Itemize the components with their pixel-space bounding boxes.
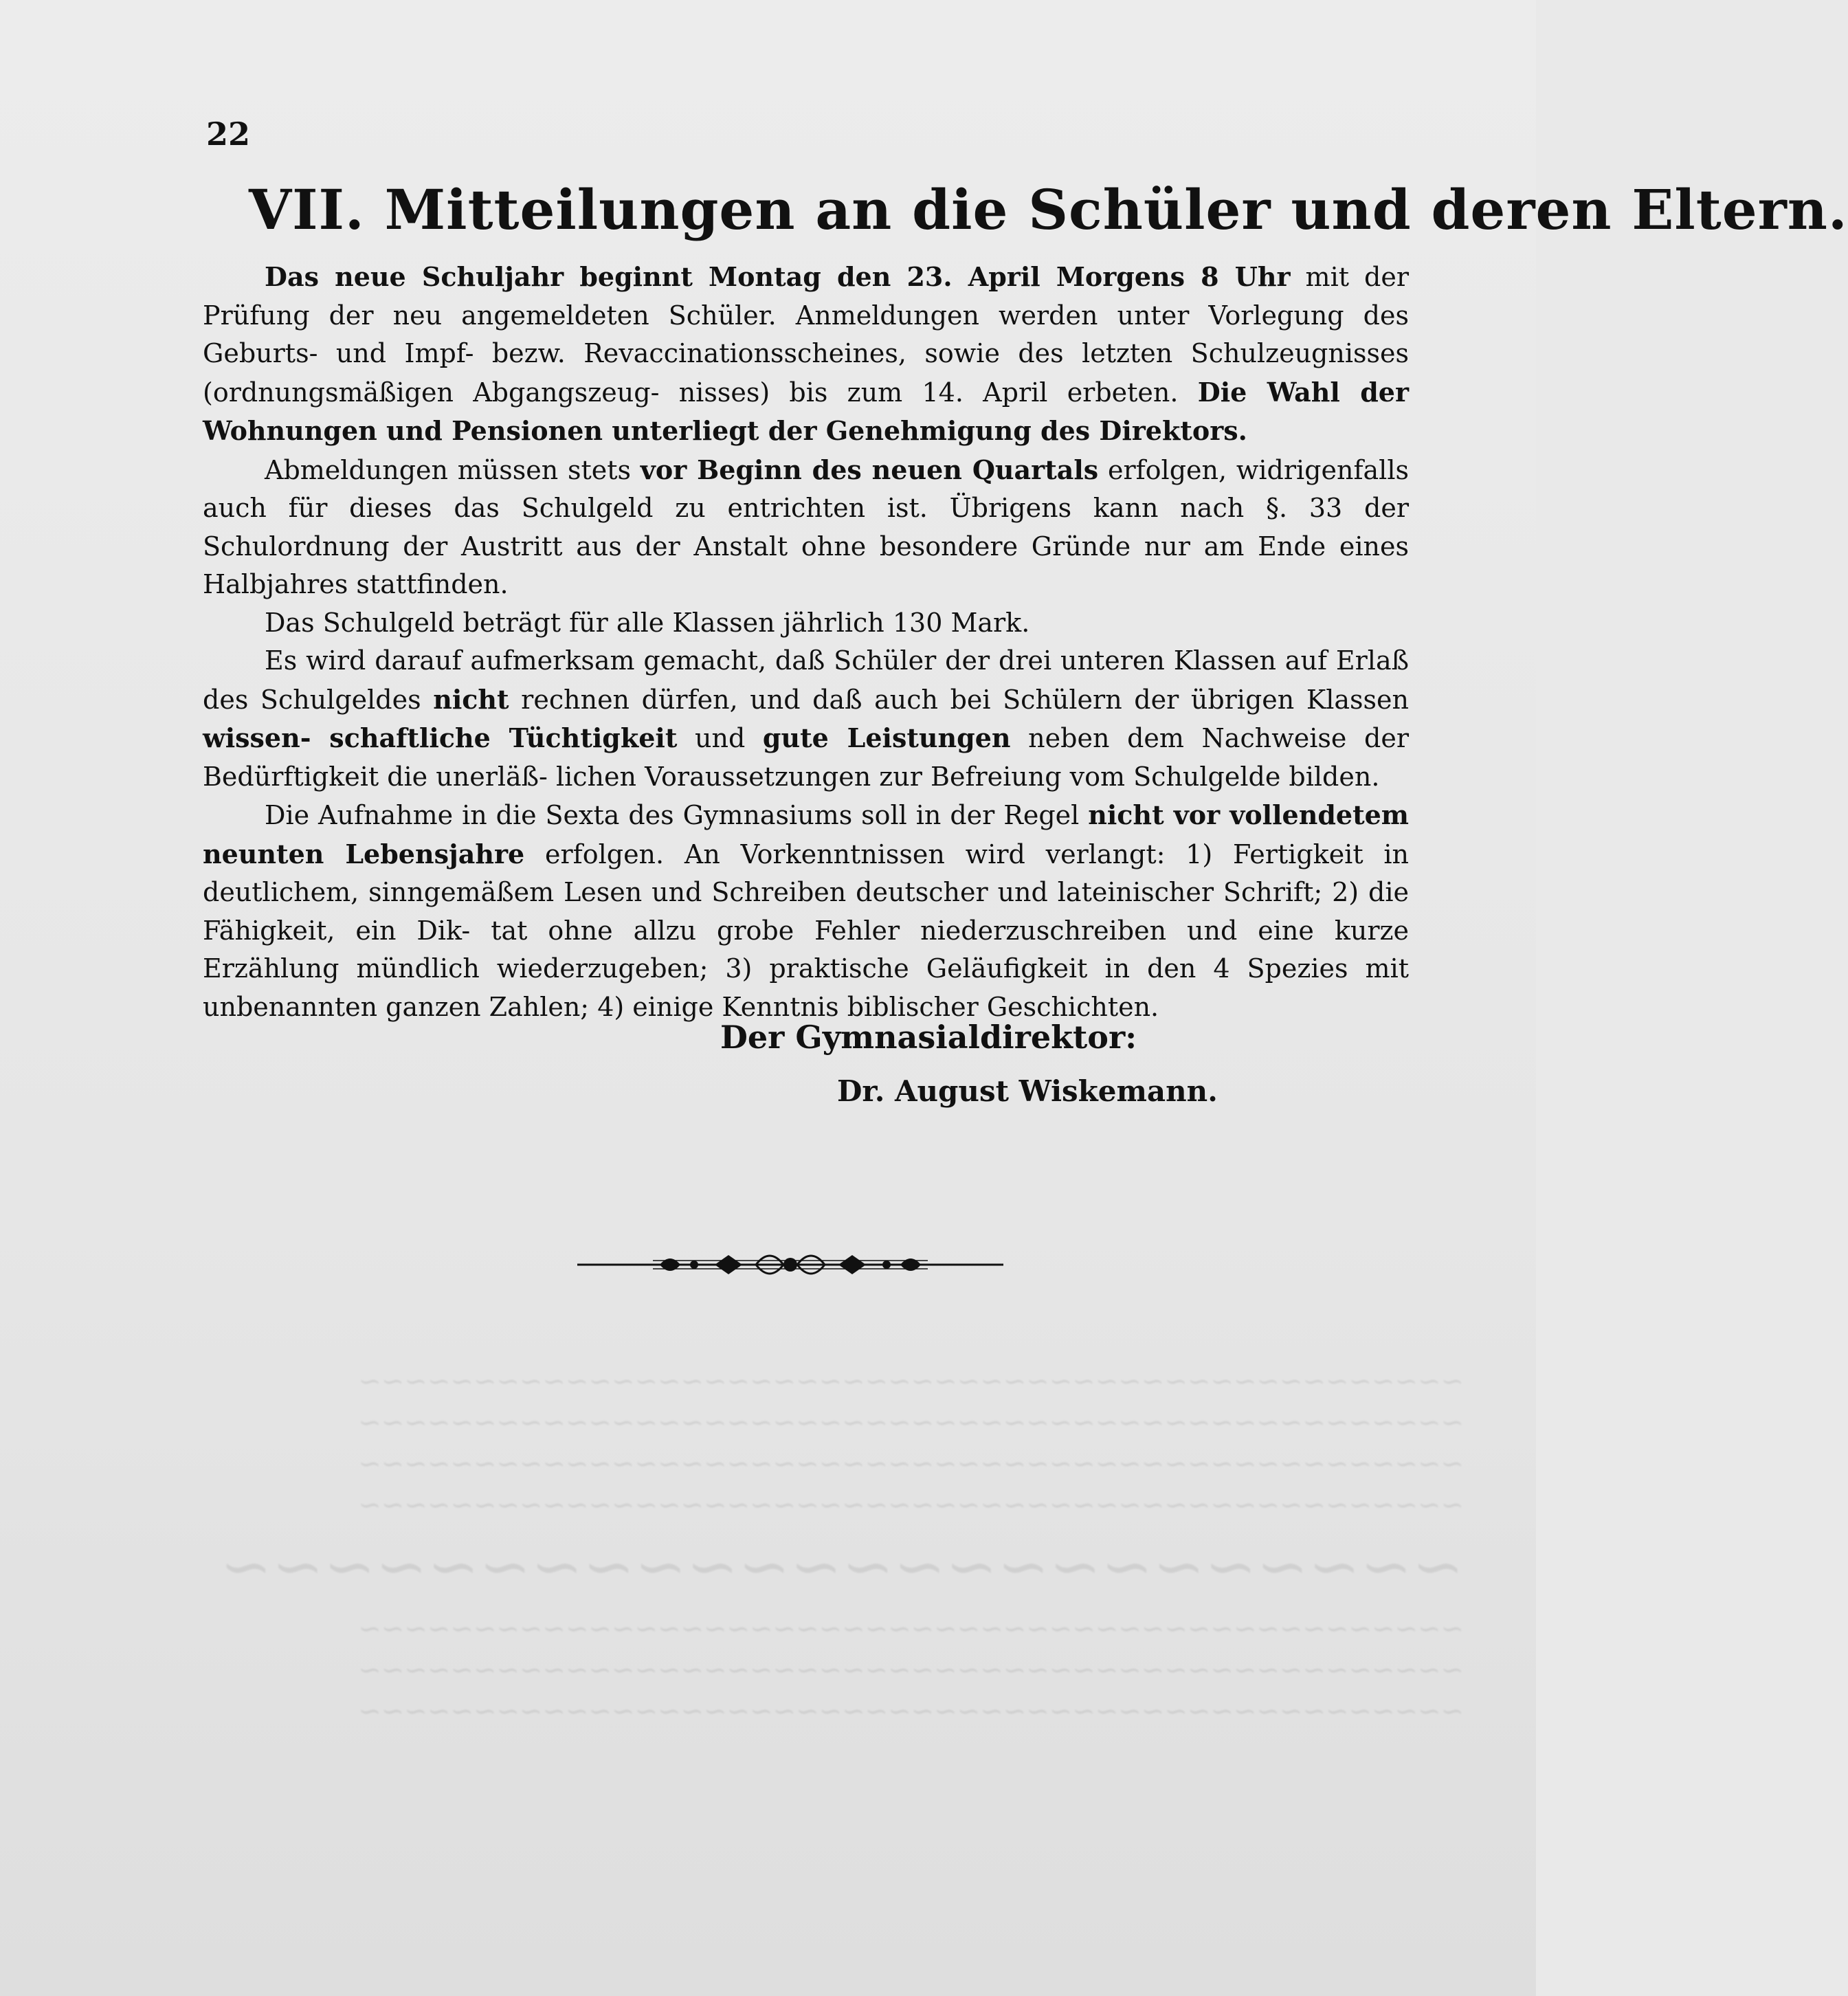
text-run: Die Aufnahme in die Sexta des Gymnasiums soll in der Regel xyxy=(265,800,1089,830)
text-run: nicht xyxy=(433,683,509,715)
text-run: wissen- schaftliche Tüchtigkeit xyxy=(203,722,678,753)
text-run: Das neue Schuljahr beginnt Montag den 23. April Morgens 8 Uhr xyxy=(265,261,1291,292)
text-run: mit der Prüfung der neu angemeldeten Schüler. Anmeldungen werden unter Vorlegung des Geburts- und Impf- bezw. Revaccinationsscheines, sowie des letzten Schulzeugnisses (ordnungsmäßigen Abgangszeug- nisses) bis zum 14. April erbeten. xyxy=(203,262,1409,408)
bleed-through-reverse-side: ~~~~~~~~~~~~~~~~~~~~~~~~~~~~~~~~~~~~~~~~~~~~~~~~ ~~~~~~~~~~~~~~~~~~~~~~~~~~~~~~~~~~~~~~~~~~~~~~~~ ~~~~~~~~~~~~~~~~~~~~~~~~~~~~~~~~~~~~~~~~~~~~~~~~ ~~~~~~~~~~~~~~~~~~~~~~~~~~~~~~~~~~~~~~~~~~~~~~~~ ~~~~~~~~~~~~~~~~~~~~~~~~ ~~~~~~~~~~~~~~~~~~~~~~~~~~~~~~~~~~~~~~~~~~~~~~~~ ~~~~~~~~~~~~~~~~~~~~~~~~~~~~~~~~~~~~~~~~~~~~~~~~ ~~~~~~~~~~~~~~~~~~~~~~~~~~~~~~~~~~~~~~~~~~~~~~~~ xyxy=(220,1366,1464,1727)
page-number: 22 xyxy=(206,115,251,153)
text-run: nicht vor vollendetem neunten Lebensjahre xyxy=(203,799,1410,869)
paragraph xyxy=(203,604,1409,643)
text-run: erfolgen. An Vorkenntnissen wird verlangt: 1) Fertigkeit in deutlichem, sinngemäßem Lesen und Schreiben deutscher und lateinischer Schrift; 2) die Fähigkeit, ein Dik- tat ohne allzu grobe Fehler niederzuschreiben und eine kurze Erzählung mündlich wiederzugeben; 3) praktische Geläufigkeit in den 4 Spezies mit unbenannten ganzen Zahlen; 4) einige Kenntnis biblischer Geschichten. xyxy=(203,839,1410,1022)
text-run: vor Beginn des neuen Quartals xyxy=(640,454,1099,485)
text-run: und xyxy=(677,723,763,753)
signature-title: Der Gymnasialdirektor: xyxy=(720,1019,1137,1056)
text-run: Das Schulgeld beträgt für alle Klassen jährlich 130 Mark. xyxy=(265,607,1030,638)
text-run: erfolgen, widrigenfalls auch für dieses das Schulgeld zu entrichten ist. Übrigens kann nach §. 33 der Schulordnung der Austritt aus der Anstalt ohne besondere Gründe nur am Ende eines Halbjahres stattfinden. xyxy=(203,454,1409,599)
text-run: rechnen dürfen, und daß auch bei Schülern der übrigen Klassen xyxy=(509,684,1410,715)
text-run: gute Leistungen xyxy=(762,722,1011,753)
signature-name: Dr. August Wiskemann. xyxy=(837,1074,1218,1108)
text-run: Die Wahl der Wohnungen und Pensionen unterliegt der Genehmigung des Direktors. xyxy=(203,376,1409,446)
paragraph xyxy=(203,642,1409,796)
body-text xyxy=(203,258,1409,1026)
text-run: Es wird darauf aufmerksam gemacht, daß Schüler der drei unteren Klassen auf Erlaß des Schulgeldes xyxy=(203,645,1409,715)
text-run: neben dem Nachweise der Bedürftigkeit die unerläß- lichen Voraussetzungen zur Befreiung vom Schulgelde bilden. xyxy=(203,723,1409,792)
paragraph xyxy=(203,796,1409,1026)
section-heading: VII. Mitteilungen an die Schüler und deren Eltern. xyxy=(249,177,1848,242)
text-run: Abmeldungen müssen stets xyxy=(265,454,641,485)
paragraph xyxy=(203,451,1409,604)
paragraph xyxy=(203,258,1409,451)
ornament-divider-icon xyxy=(577,1244,1003,1285)
